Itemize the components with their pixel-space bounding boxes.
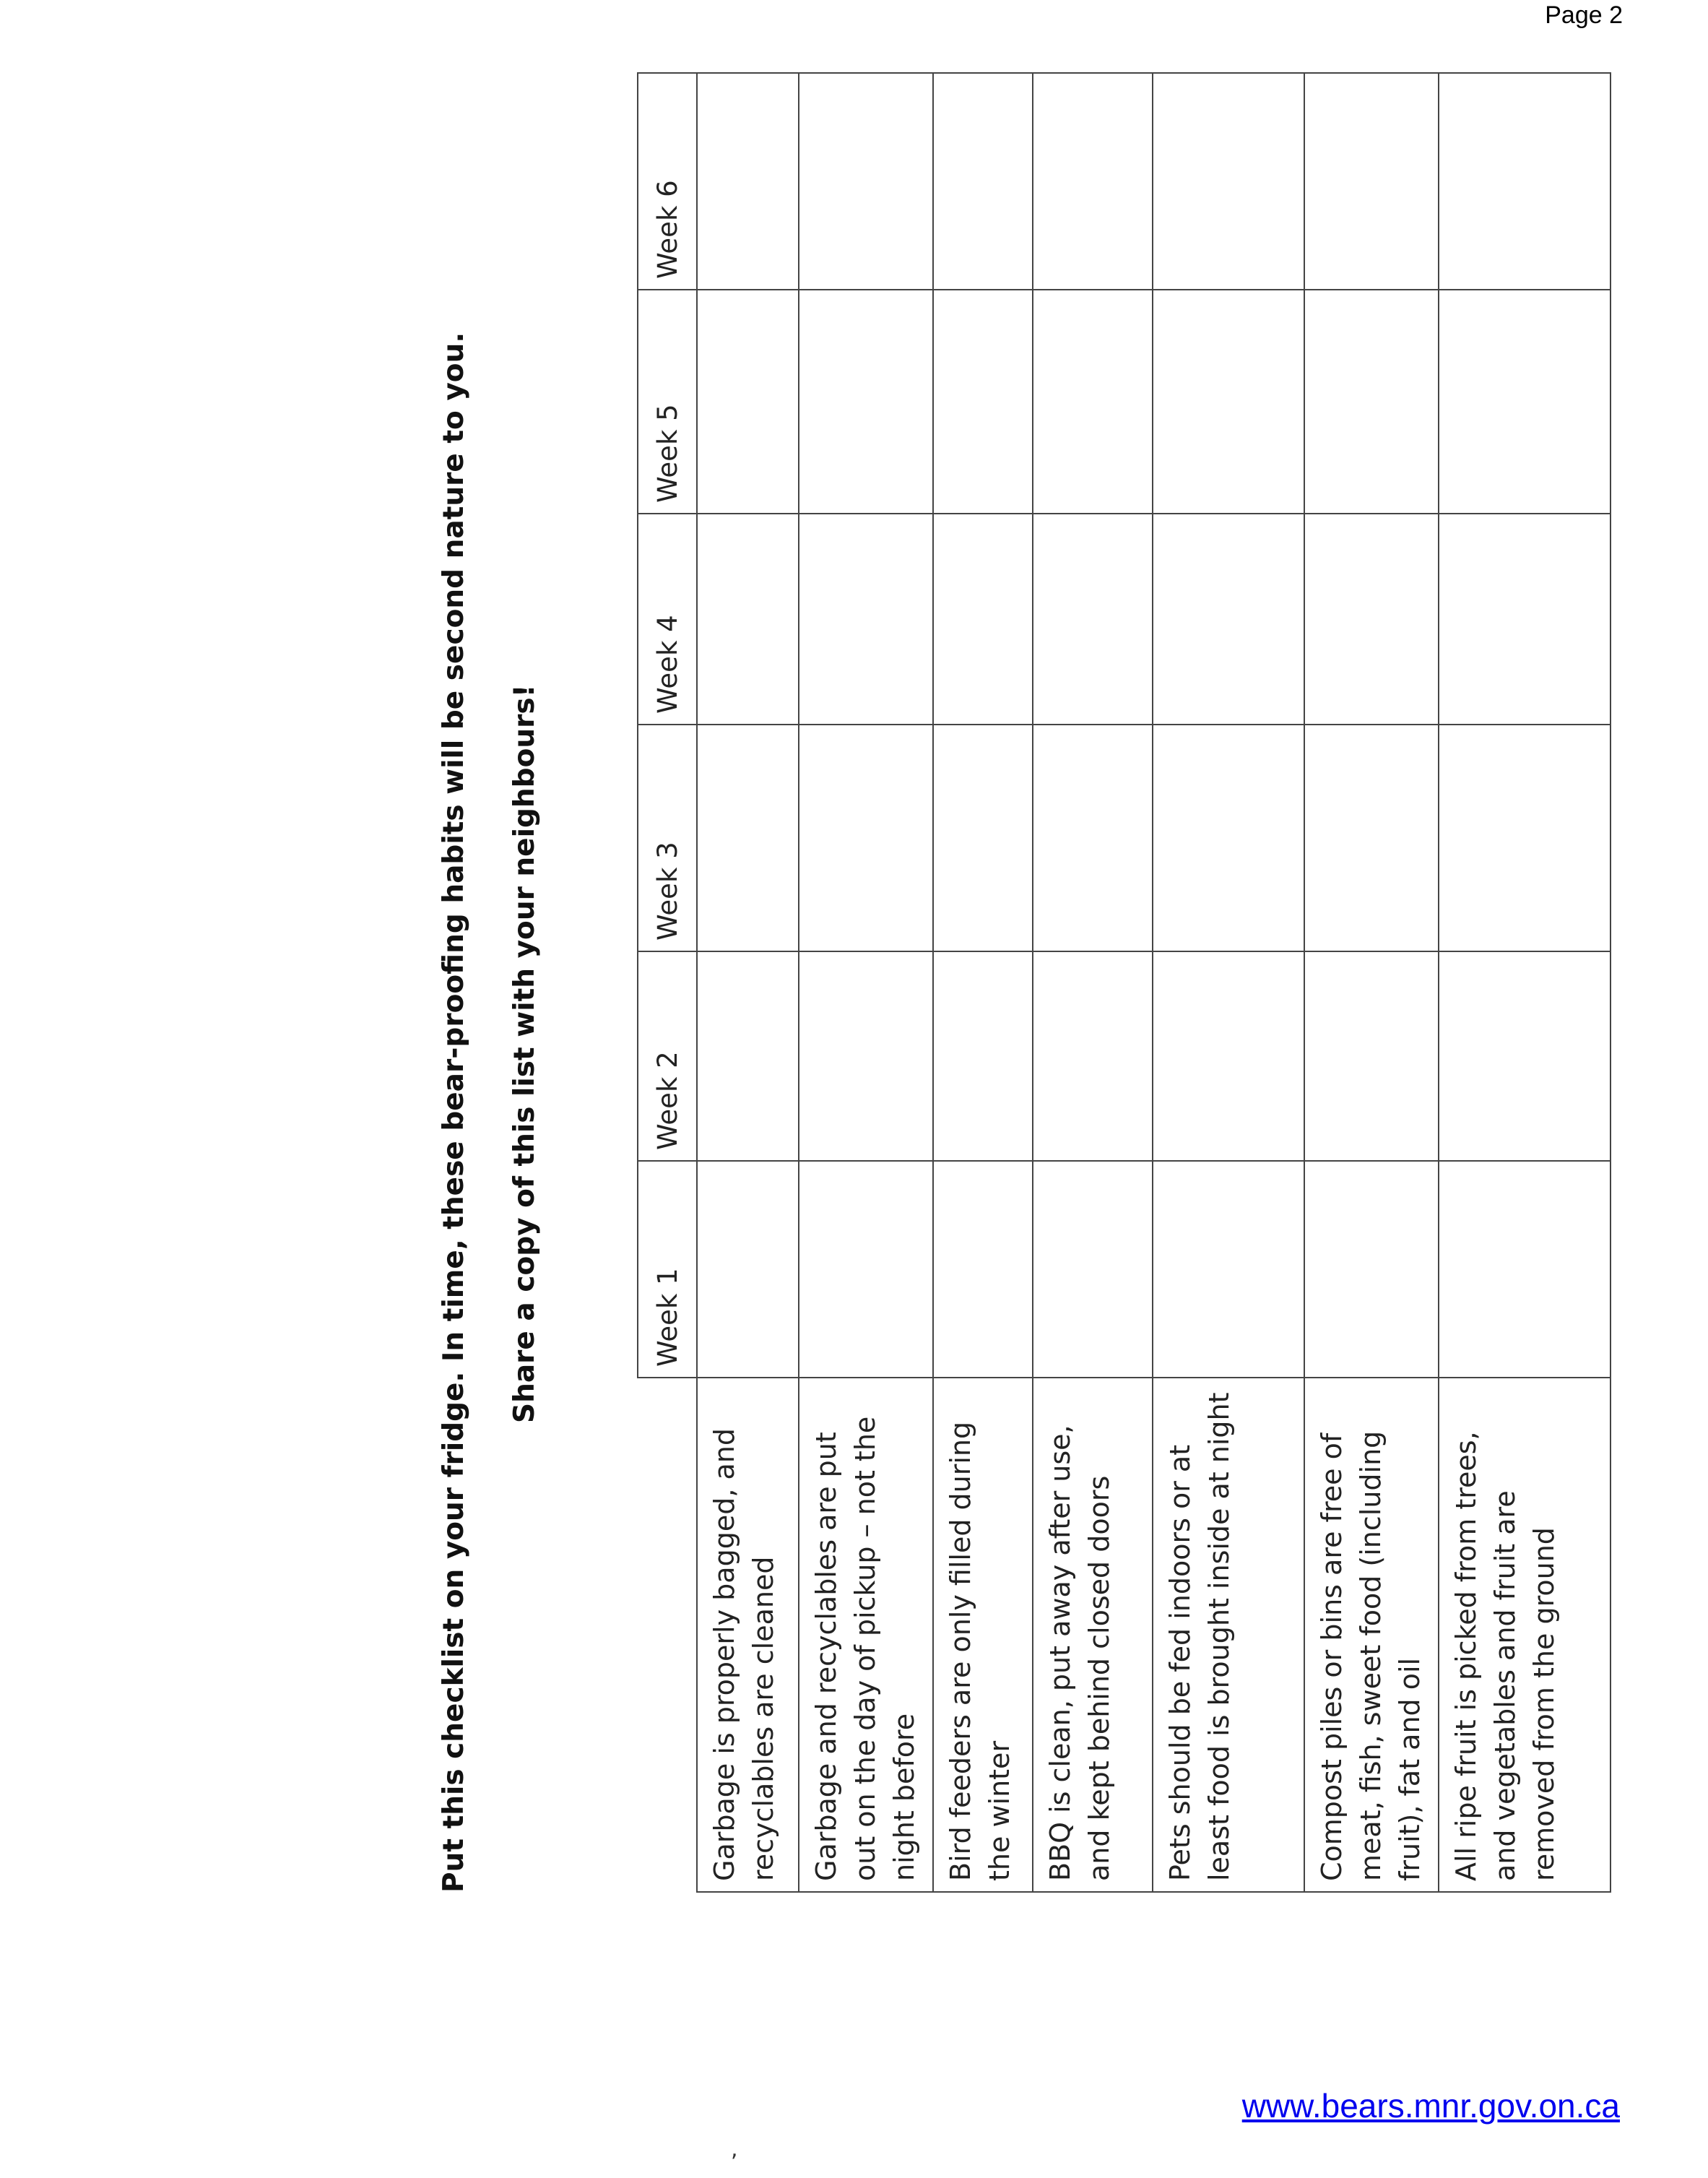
check-box-week-2[interactable]: [933, 951, 1033, 1161]
check-box-week-5[interactable]: [697, 290, 799, 514]
check-box-week-1[interactable]: [799, 1161, 933, 1378]
rotated-checklist-section: [432, 101, 1616, 1922]
check-box-week-2[interactable]: [799, 951, 933, 1161]
check-box-week-4[interactable]: [1153, 514, 1304, 725]
check-box-week-5[interactable]: [1033, 290, 1153, 514]
table-row: [1153, 73, 1304, 1892]
check-box-week-3[interactable]: [799, 725, 933, 951]
column-header-week-1: Week 1: [638, 1161, 697, 1378]
check-box-week-3[interactable]: [697, 725, 799, 951]
check-box-week-1[interactable]: [1033, 1161, 1153, 1378]
instruction-fridge: Put this checklist on your fridge. In time, these bear-proofing habits will be second nature to you.: [438, 332, 470, 1893]
check-box-week-1[interactable]: [1153, 1161, 1304, 1378]
table-row: [799, 73, 933, 1892]
check-box-week-6[interactable]: [697, 73, 799, 290]
check-box-week-3[interactable]: [1153, 725, 1304, 951]
column-header-week-2: Week 2: [638, 951, 697, 1161]
check-box-week-1[interactable]: [1304, 1161, 1439, 1378]
check-box-week-2[interactable]: [1439, 951, 1611, 1161]
check-box-week-3[interactable]: [1304, 725, 1439, 951]
table-row: [1033, 73, 1153, 1892]
stray-mark: ,: [731, 2137, 738, 2162]
check-box-week-5[interactable]: [1439, 290, 1611, 514]
check-box-week-6[interactable]: [933, 73, 1033, 290]
check-box-week-4[interactable]: [1304, 514, 1439, 725]
check-box-week-1[interactable]: [933, 1161, 1033, 1378]
column-header-week-3: Week 3: [638, 725, 697, 951]
check-box-week-6[interactable]: [1033, 73, 1153, 290]
check-box-week-4[interactable]: [933, 514, 1033, 725]
check-box-week-4[interactable]: [697, 514, 799, 725]
check-box-week-5[interactable]: [1153, 290, 1304, 514]
checklist-item-garbage-bagged: Garbage is properly bagged, and recyclables are cleaned: [697, 1378, 799, 1892]
table-row: [1439, 73, 1611, 1892]
check-box-week-5[interactable]: [933, 290, 1033, 514]
bear-proofing-checklist-table: [637, 72, 1611, 1893]
check-box-week-4[interactable]: [1439, 514, 1611, 725]
page-number: Page 2: [1545, 1, 1623, 29]
checklist-item-ripe-fruit: All ripe fruit is picked from trees, and vegetables and fruit are removed from the ground: [1439, 1378, 1611, 1892]
check-box-week-6[interactable]: [799, 73, 933, 290]
checklist-item-compost: Compost piles or bins are free of meat, fish, sweet food (including fruit), fat and oil: [1304, 1378, 1439, 1892]
check-box-week-5[interactable]: [1304, 290, 1439, 514]
check-box-week-1[interactable]: [697, 1161, 799, 1378]
check-box-week-6[interactable]: [1439, 73, 1611, 290]
check-box-week-3[interactable]: [933, 725, 1033, 951]
website-link[interactable]: www.bears.mnr.gov.on.ca: [1241, 2087, 1620, 2125]
checklist-item-pickup-day: Garbage and recyclables are put out on the day of pickup – not the night before: [799, 1378, 933, 1892]
check-box-week-6[interactable]: [1304, 73, 1439, 290]
instruction-share: Share a copy of this list with your neighbours!: [508, 684, 541, 1423]
checklist-item-pets: Pets should be fed indoors or at least food is brought inside at night: [1153, 1378, 1304, 1892]
column-header-week-4: Week 4: [638, 514, 697, 725]
check-box-week-6[interactable]: [1153, 73, 1304, 290]
table-corner-cell: [638, 1378, 697, 1892]
check-box-week-5[interactable]: [799, 290, 933, 514]
check-box-week-4[interactable]: [799, 514, 933, 725]
check-box-week-3[interactable]: [1439, 725, 1611, 951]
check-box-week-2[interactable]: [1304, 951, 1439, 1161]
check-box-week-2[interactable]: [697, 951, 799, 1161]
table-row: [697, 73, 799, 1892]
check-box-week-2[interactable]: [1033, 951, 1153, 1161]
check-box-week-3[interactable]: [1033, 725, 1153, 951]
checklist-item-bird-feeders: Bird feeders are only filled during the winter: [933, 1378, 1033, 1892]
table-header-row: [638, 73, 697, 1892]
check-box-week-2[interactable]: [1153, 951, 1304, 1161]
table-row: [933, 73, 1033, 1892]
column-header-week-5: Week 5: [638, 290, 697, 514]
column-header-week-6: Week 6: [638, 73, 697, 290]
check-box-week-4[interactable]: [1033, 514, 1153, 725]
table-row: [1304, 73, 1439, 1892]
check-box-week-1[interactable]: [1439, 1161, 1611, 1378]
checklist-item-bbq: BBQ is clean, put away after use, and kept behind closed doors: [1033, 1378, 1153, 1892]
